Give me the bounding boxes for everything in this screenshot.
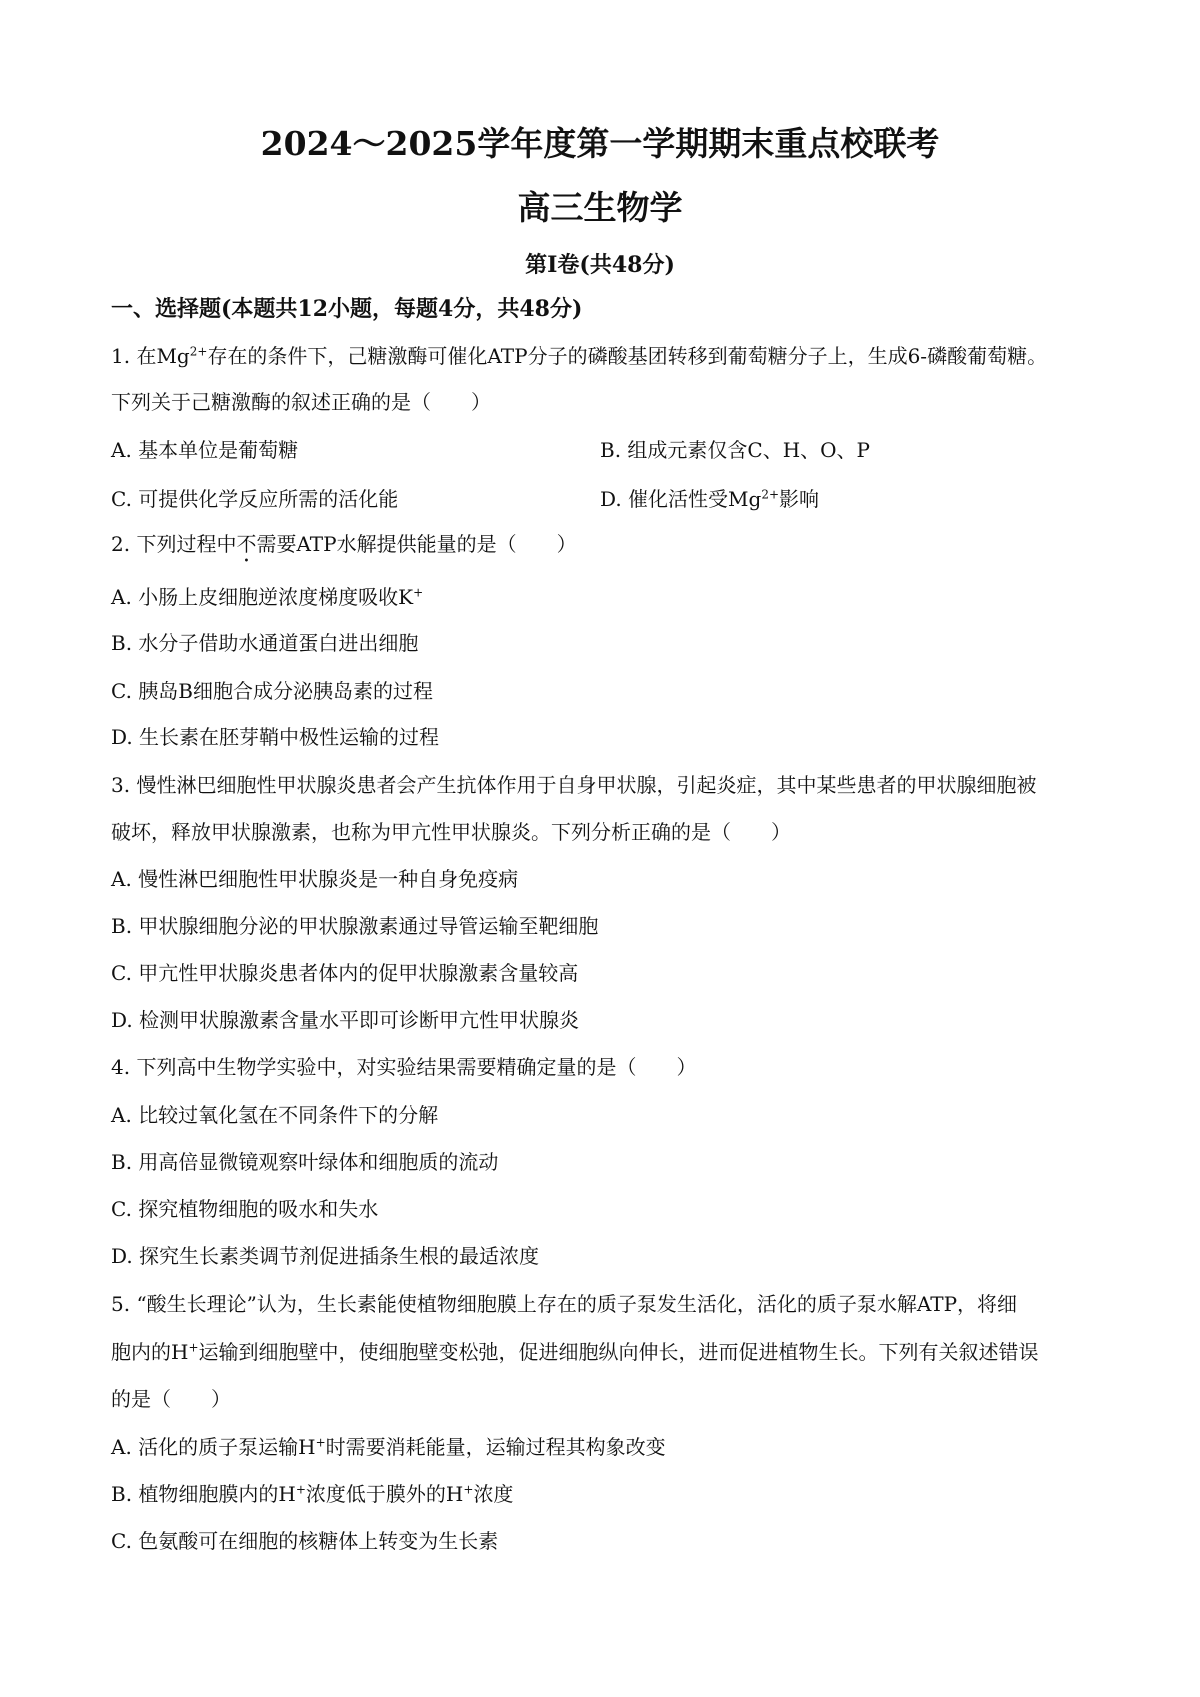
q1-stem-line2: 下列关于己糖激酶的叙述正确的是（ ） (111, 390, 491, 414)
q5-option-b (111, 1479, 513, 1509)
q2-option-a-part: A. 小肠上皮细胞逆浓度梯度吸收K (111, 585, 414, 609)
q3-option-a: A. 慢性淋巴细胞性甲状腺炎是一种自身免疫病 (111, 867, 519, 891)
q4-option-b: B. 用高倍显微镜观察叶绿体和细胞质的流动 (111, 1150, 499, 1174)
q2-option-d: D. 生长素在胚芽鞘中极性运输的过程 (111, 725, 440, 749)
q5-stem-line1: 5. “酸生长理论”认为，生长素能使植物细胞膜上存在的质子泵发生活化，活化的质子泵水解ATP，将细 (111, 1292, 1018, 1316)
q2-stem-part: 2. 下列过程中 (111, 532, 237, 556)
q4-option-a: A. 比较过氧化氢在不同条件下的分解 (111, 1103, 439, 1127)
q5-option-b-superscript: + (463, 1482, 474, 1497)
q1-stem-part: 1. 在Mg (111, 344, 190, 368)
q5-stem-part: 运输到细胞壁中，使细胞壁变松弛，促进细胞纵向伸长，进而促进植物生长。下列有关叙述错误 (198, 1340, 1039, 1364)
q3-stem-line2: 破坏，释放甲状腺激素，也称为甲亢性甲状腺炎。下列分析正确的是（ ） (111, 820, 791, 844)
q2-option-a-superscript: + (413, 585, 424, 600)
q2-option-a (111, 582, 423, 612)
q5-option-b-part: 浓度低于膜外的H (305, 1482, 464, 1506)
q5-option-b-part: 浓度 (473, 1482, 514, 1506)
q3-option-c: C. 甲亢性甲状腺炎患者体内的促甲状腺激素含量较高 (111, 961, 579, 985)
q4-option-d: D. 探究生长素类调节剂促进插条生根的最适浓度 (111, 1244, 540, 1268)
q1-option-c: C. 可提供化学反应所需的活化能 (111, 487, 399, 511)
q1-option-b: B. 组成元素仅含C、H、O、P (600, 438, 871, 462)
q1-option-d-part: D. 催化活性受Mg (600, 487, 762, 511)
q1-option-a: A. 基本单位是葡萄糖 (111, 438, 299, 462)
q5-option-a (111, 1432, 666, 1462)
q5-stem-line2 (111, 1337, 1039, 1367)
q4-option-c: C. 探究植物细胞的吸水和失水 (111, 1197, 379, 1221)
q1-stem-line1 (111, 341, 1047, 371)
q1-option-d (600, 484, 819, 514)
q5-option-a-part: A. 活化的质子泵运输H (111, 1435, 316, 1459)
q5-option-a-part: 时需要消耗能量，运输过程其构象改变 (325, 1435, 666, 1459)
q3-stem-line1: 3. 慢性淋巴细胞性甲状腺炎患者会产生抗体作用于自身甲状腺，引起炎症，其中某些患者的甲状腺细胞被 (111, 773, 1037, 797)
section-heading: 一、选择题(本题共12小题，每题4分，共48分) (111, 296, 583, 322)
q2-option-b: B. 水分子借助水通道蛋白进出细胞 (111, 631, 419, 655)
q5-option-a-superscript: + (315, 1435, 326, 1450)
q1-option-d-part: 影响 (779, 487, 820, 511)
q2-stem (111, 529, 577, 567)
q1-option-d-superscript: 2+ (761, 487, 780, 502)
q2-stem-part: 需要ATP水解提供能量的是（ ） (256, 532, 577, 556)
exam-subject: 高三生物学 (517, 188, 683, 227)
q5-option-b-superscript: + (295, 1482, 306, 1497)
q5-stem-part: 胞内的H (111, 1340, 189, 1364)
q5-stem-line3: 的是（ ） (111, 1387, 231, 1411)
q3-option-d: D. 检测甲状腺激素含量水平即可诊断甲亢性甲状腺炎 (111, 1008, 580, 1032)
q1-superscript: 2+ (189, 344, 208, 359)
exam-volume: 第Ⅰ卷(共48分) (525, 252, 675, 278)
exam-title: 2024～2025学年度第一学期期末重点校联考 (260, 124, 940, 163)
q2-emphasis: 不 (236, 532, 257, 556)
q4-stem: 4. 下列高中生物学实验中，对实验结果需要精确定量的是（ ） (111, 1055, 697, 1079)
q5-option-c: C. 色氨酸可在细胞的核糖体上转变为生长素 (111, 1529, 499, 1553)
q5-superscript: + (188, 1340, 199, 1355)
q3-option-b: B. 甲状腺细胞分泌的甲状腺激素通过导管运输至靶细胞 (111, 914, 599, 938)
q1-stem-part: 存在的条件下，己糖激酶可催化ATP分子的磷酸基团转移到葡萄糖分子上，生成6-磷酸葡萄糖。 (207, 344, 1048, 368)
q2-option-c: C. 胰岛B细胞合成分泌胰岛素的过程 (111, 679, 434, 703)
q5-option-b-part: B. 植物细胞膜内的H (111, 1482, 296, 1506)
